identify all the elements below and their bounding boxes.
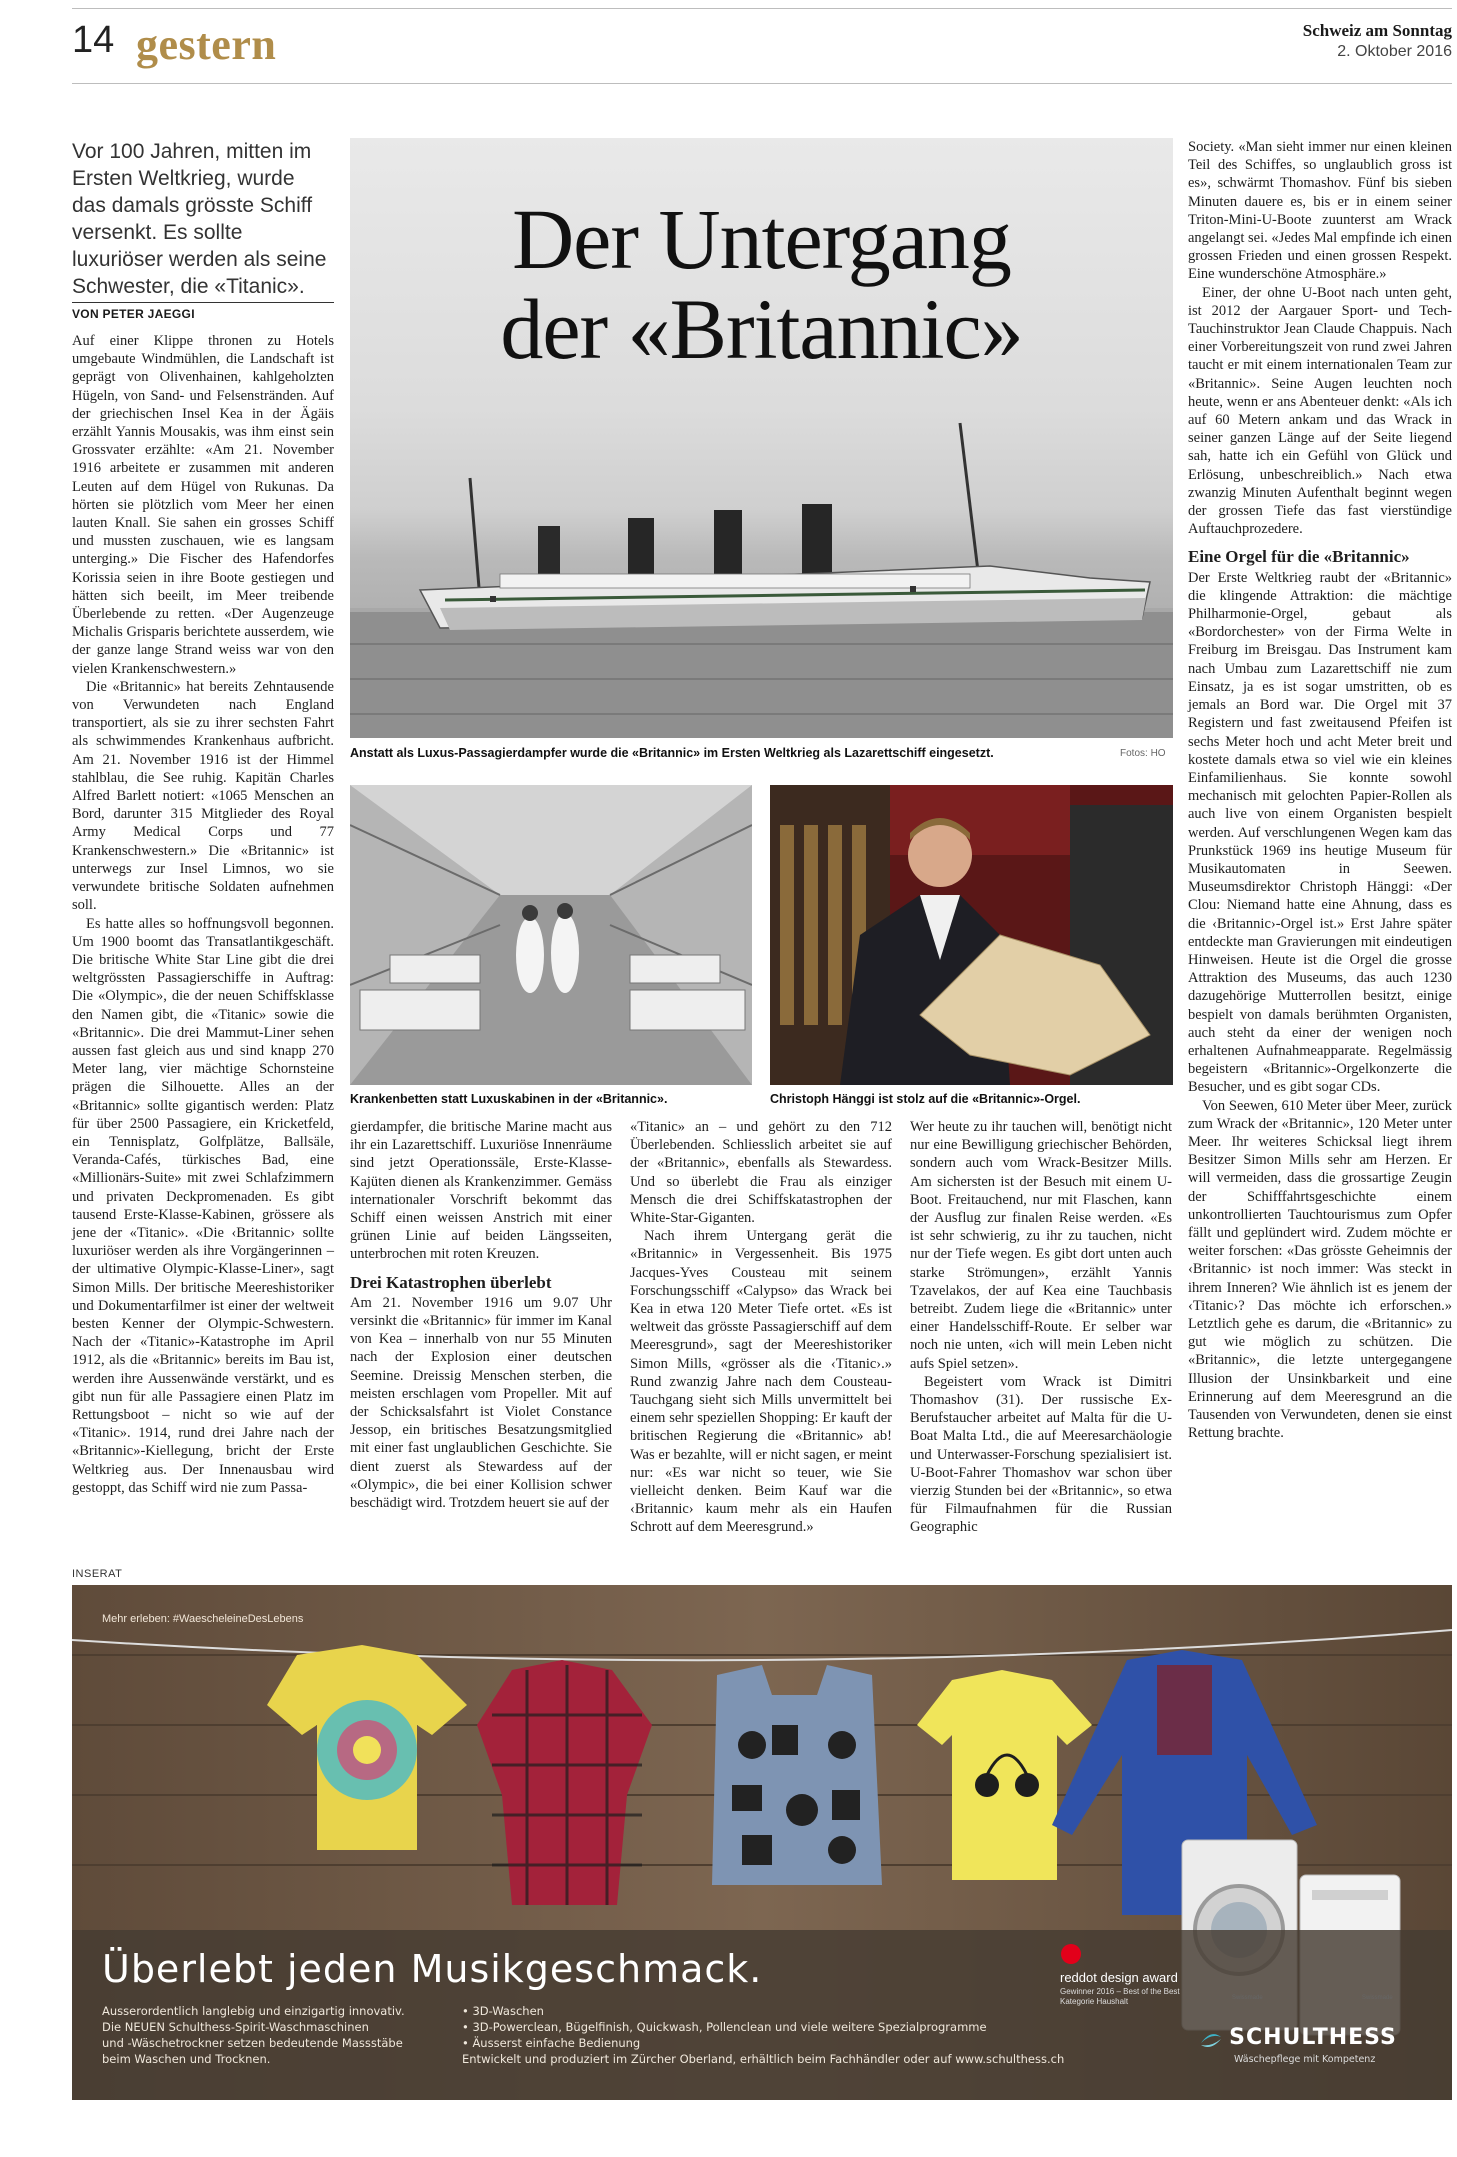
paragraph: «Titanic» an – und gehört zu den 712 Überlebenden. Schliesslich arbeitet sie auf der «Britannic», ebenfalls als Stewardess. Und so überlebt die Frau als einziger Mensch die drei Schiffskatastrophen der White-Star-Giganten. xyxy=(630,1119,892,1227)
section-title: gestern xyxy=(136,20,277,69)
ward-illustration xyxy=(350,785,752,1085)
brand-tagline: Wäschepflege mit Kompetenz xyxy=(1234,2053,1376,2065)
main-photo-britannic xyxy=(350,138,1173,738)
article-column-2 xyxy=(350,1118,612,1512)
paragraph: Es hatte alles so hoffnungsvoll begonnen. Um 1900 boomt das Transatlantikgeschäft. Die britische White Star Line gibt die drei weltgrössten Passagierschiffe in Auftrag: Die «Olympic», die der neuen Schiffsklasse den Namen gibt, die «Titanic» sowie die «Britannic». Die drei Mammut-Liner sehen aussen fast gleich aus und sind knapp 270 Meter lang, vier mächtige Schornsteine prägen die Silhouette. Alles an der «Britannic» sollte gigantisch werden: Platz für über 2500 Passagiere, ein Kricketfeld, ein Tennisplatz, Golfplätze, Ballsäle, Veranda-Cafés, türkisches Bad, eine «Millionärs-Suite» mit zwei Schlafzimmern und privaten Deckpromenaden. Es gibt tausend Erste-Klasse-Kabinen, grössere als jene der «Titanic». «Die ‹Britannic› sollte luxuriöser werden als ihre Vorgängerinnen – der ultimative Olympic-Klasse-Liner», sagt Simon Mills. Der britische Meereshistoriker und Dokumentarfilmer ist einer der weltweit besten Kenner der Olympic-Schwestern. Nach der «Titanic»-Katastrophe im April 1912, als die «Britannic» bereits im Bau ist, werden ihre Aussenwände verstärkt, und es gibt nun für alle Passagiere einen Platz im Rettungsboot – nicht so wie auf der «Titanic». 1914, rund drei Jahre nach der «Britannic»-Kiellegung, bricht der Erste Weltkrieg aus. Der Innenausbau wird gestoppt, das Schiff wird nie zum Passa- xyxy=(72,915,334,1496)
brand-name: SCHULTHESS xyxy=(1229,2025,1397,2050)
subheading: Drei Katastrophen überlebt xyxy=(350,1272,552,1292)
reddot-award-badge xyxy=(1060,1943,1210,2007)
paragraph: Begeistert vom Wrack ist Dimitri Thomashov (31). Der russische Ex-Berufstaucher arbeitet auf Malta für die U-Boat Malta Ltd., die auf Meeresarchäologie und Unterwasser-Forschung spezialisiert ist. U-Boot-Fahrer Thomashov war schon über vierzig Stunden bei der «Britannic», so etwa für Filmaufnahmen für die Russian Geographic xyxy=(910,1373,1172,1536)
caption-ward-photo: Krankenbetten statt Luxuskabinen in der «Britannic». xyxy=(350,1092,668,1106)
ad-label: INSERAT xyxy=(72,1568,123,1580)
paragraph: Von Seewen, 610 Meter über Meer, zurück zum Wrack der «Britannic», 120 Meter unter Meer. Ihr weiteres Schicksal liegt ihrem Besitzer Simon Mills sehr am Herzen. Er will vermeiden, dass die grossartige Zeugin der Schifffahrtsgeschichte einem unkontrollierten Tauchtourismus zum Opfer fällt und geplündert wird. Zudem möchte er weiter forschen: «Das grösste Geheimnis der ‹Britannic› ist noch immer: Was steckt in ihrem Inneren? Wie ähnlich ist es jenem der ‹Titanic›? Das möchte ich erforschen.» Letztlich gehe es darum, die «Britannic» zu gut wie möglich zu schützen. Die «Britannic», die letzte untergegangene Illusion der Unsinkbarkeit und eine Erinnerung auf dem Meeresgrund an die Tausenden von Verwundeten, denen sie einst Rettung brachte. xyxy=(1188,1097,1452,1442)
photo-credit: Fotos: HO xyxy=(1120,748,1166,759)
paragraph: Der Erste Weltkrieg raubt der «Britannic» die klingende Attraktion: die mächtige Philharmonie-Orgel, gebaut als «Bordorchester» von der Firma Welte in Freiburg im Breisgau. Das Instrument kam nach Umbau zum Lazarettschiff nie zum Einsatz, ja es ist sogar umstritten, ob es jemals an Bord war. Die Orgel mit 37 Registern und fast zweitausend Pfeifen ist sechs Meter hoch und acht Meter breit und kostete damals etwa so viel wie ein kleines Einfamilienhaus. Sie konnte sowohl mechanisch mit gelochten Papier-Rollen als auch live von einem Organisten bespielt werden. Auf verschlungenen Wegen kam das Prunkstück 1969 ins heutige Museum für Musikautomaten in Seewen. Museumsdirektor Christoph Hänggi: «Der Clou: Niemand hatte eine Ahnung, dass es die ‹Britannic›-Orgel ist.» Erst Jahre später entdeckte man Gravierungen mit eindeutigen Hinweisen. Heute ist die Orgel die grosse Attraktion des Museums, das auch 1230 dazugehörige Mutterrollen besitzt, einige bespielt von damals berühmten Organisten, auch steht da einer der wenigen noch erhaltenen Aufnahmeapparate. Regelmässig begeistern «Britannic»-Orgelkonzerte die Besucher, und es gibt sogar CDs. xyxy=(1188,569,1452,1096)
publication-name: Schweiz am Sonntag xyxy=(1302,21,1452,40)
schulthess-logo[interactable] xyxy=(1198,2025,1438,2065)
ad-headline: Überlebt jeden Musikgeschmack. xyxy=(102,1947,763,1991)
article-column-4 xyxy=(910,1118,1172,1537)
paragraph: Nach ihrem Untergang gerät die «Britannic» in Vergessenheit. Bis 1975 Jacques-Yves Cousteau mit seinem Forschungsschiff «Calypso» das Wrack bei Kea in etwa 120 Meter Tiefe ortet. «Es ist weltweit das grösste Passagierschiff auf dem Meeresgrund», sagt der Meereshistoriker Simon Mills, «grösser als die ‹Titanic›.» Rund zwanzig Jahre nach dem Cousteau-Tauchgang sieht sich Mills unvermittelt bei einem sehr speziellen Shopping: Er kauft der britischen Regierung die «Britannic» ab! Was er bezahlte, will er nicht sagen, er meint nur: «Es war nicht so teuer, wie Sie vielleicht denken. Beim Kauf war die ‹Britannic› kaum mehr als ein Haufen Schrott auf dem Meeresgrund.» xyxy=(630,1228,892,1536)
page-header xyxy=(72,8,1452,84)
ad-feature-item: • 3D-Waschen xyxy=(462,2004,544,2018)
headline-line-1: Der Untergang xyxy=(512,191,1011,287)
paragraph: Am 21. November 1916 um 9.07 Uhr versinkt die «Britannic» für immer im Kanal von Kea – innerhalb von nur 55 Minuten nach der Explosion einer deutschen Seemine. Dreissig Menschen sterben, die meisten erschlagen vom Propeller. Mit auf der Schicksalsfahrt ist Violet Constance Jessop, ein britisches Besatzungsmitglied mit einer fast unglaublichen Geschichte. Sie dient zuerst als Stewardess auf der «Olympic», die bei einer Kollision schwer beschädigt wird. Trotzdem heuert sie auf der xyxy=(350,1294,612,1512)
award-title: reddot design award xyxy=(1060,1970,1178,1985)
paragraph: Wer heute zu ihr tauchen will, benötigt nicht nur eine Bewilligung griechischer Behörden, sondern auch vom Wrack-Besitzer Mills. Am sichersten ist der Besuch mit einem U-Boot. Freitauchend, nur mit Flaschen, kann der Ausflug zur finalen Reise werden. «Es ist sehr schwierig, zu ihr zu tauchen, nicht nur der Tiefe wegen. Es gibt dort unten auch starke Strömungen», erzählt Yannis Tzavelakos, der auf Kea eine Tauchbasis betreibt. Zudem liege die «Britannic» unter einer Handelsschiff-Route. Er selber war noch nie unten, «ich will mein Leben nicht aufs Spiel setzen». xyxy=(910,1119,1172,1372)
ad-availability-line[interactable]: Entwickelt und produziert im Zürcher Oberland, erhältlich beim Fachhändler oder auf www.schulthess.ch xyxy=(462,2052,1065,2066)
paragraph: Society. «Man sieht immer nur einen kleinen Teil des Schiffes, so unglaublich gross ist es», schwärmt Thomashov. Fünf bis sieben Minuten dauere es, bis er in einem seiner Triton-Mini-U-Boote zuunterst am Wrack angelangt sei. «Jedes Mal empfinde ich einen grossen Frieden und einen grossen Respekt. Eine wunderschöne Atmosphäre.» xyxy=(1188,139,1452,283)
ad-description-line: Die NEUEN Schulthess-Spirit-Waschmaschinen xyxy=(102,2020,369,2034)
paragraph: Auf einer Klippe thronen zu Hotels umgebaute Windmühlen, die Landschaft ist geprägt von Olivenhainen, kahlgeholzten Hügeln, von Sand- und Felsenstränden. Auf der griechischen Insel Kea in der Ägäis erzählt Yannis Mousakis, was ihm einst sein Grossvater erzählte: «Am 21. November 1916 arbeitete er zusammen mit anderen Leuten auf dem Hügel von Rukunas. Da hörten sie plötzlich vom Meer her einen lauten Knall. Sie sahen ein grosses Schiff und mussten zuschauen, wie es langsam unterging.» Die Fischer des Hafendorfes Korissia seien in ihre Boote gestiegen und hätten sich beeilt, im Meer treibende Überlebende zu retten. «Der Augenzeuge Michalis Grisparis berichtete ausserdem, wie der ganze lange Strand weiss war von den vielen Krankenschwestern.» xyxy=(72,333,334,677)
caption-main-photo: Anstatt als Luxus-Passagierdampfer wurde die «Britannic» im Ersten Weltkrieg als Lazarettschiff eingesetzt. xyxy=(350,746,994,760)
photo-organ xyxy=(770,785,1173,1085)
ad-feature-item: • Äusserst einfache Bedienung xyxy=(462,2036,641,2050)
ad-description xyxy=(102,2003,462,2067)
award-subtitle: Gewinner 2016 – Best of the Best Kategorie Haushalt xyxy=(1060,1987,1180,2006)
paragraph: gierdampfer, die britische Marine macht aus ihr ein Lazarettschiff. Luxuriöse Innenräume sind jetzt Operationssäle, Erste-Klasse-Kajüten dienen als Krankenzimmer. Gemäss internationaler Vorschrift bekommt das Schiff einen weissen Anstrich mit einer grünen Linie auf beiden Längsseiten, unterbrochen mit roten Kreuzen. xyxy=(350,1119,612,1263)
ad-description-line: Ausserordentlich langlebig und einzigartig innovativ. xyxy=(102,2004,405,2018)
publication-info xyxy=(1303,21,1452,61)
ad-hashtag: Mehr erleben: #WaescheleineDesLebens xyxy=(102,1613,304,1625)
paragraph: Einer, der ohne U-Boot nach unten geht, ist 2012 der Aargauer Sport- und Tech-Tauchinstruktor Jean Claude Chappuis. Nach einer Vorbereitungszeit von rund zwei Jahren taucht er mit einem internationalen Team zur «Britannic». Seine Augen leuchten noch heute, wenn er ans Abenteuer denkt: «Als ich auf 60 Metern ankam und das Wrack in seiner ganzen Länge auf der Seite liegend sah, hatte ich ein Gefühl von Glück und Erlösung, unbeschreiblich.» Nach etwa zwanzig Minuten Aufenthalt beginnt wegen der grossen Tiefe das fast vierstündige Auftauchprozedere. xyxy=(1188,284,1452,538)
ad-feature-item: • 3D-Powerclean, Bügelfinish, Quickwash, Pollenclean und viele weitere Spezialprogramme xyxy=(462,2020,987,2034)
headline-line-2: der «Britannic» xyxy=(500,281,1023,377)
schulthess-logo-icon xyxy=(1198,2027,1224,2053)
caption-organ-photo: Christoph Hänggi ist stolz auf die «Britannic»-Orgel. xyxy=(770,1092,1081,1106)
page-number: 14 xyxy=(72,19,115,61)
subheading: Eine Orgel für die «Britannic» xyxy=(1188,547,1410,567)
article-column-3 xyxy=(630,1118,892,1537)
ad-description-line: beim Waschen und Trocknen. xyxy=(102,2052,271,2066)
article-column-1 xyxy=(72,332,334,1497)
advertisement[interactable] xyxy=(72,1585,1452,2100)
article-byline: VON PETER JAEGGI xyxy=(72,302,334,321)
article-headline xyxy=(350,191,1173,377)
ad-description-line: und -Wäschetrockner setzen bedeutende Massstäbe xyxy=(102,2036,403,2050)
machine-label-washer: Swissmade xyxy=(1232,1995,1263,2001)
ad-feature-list xyxy=(462,2003,1162,2067)
machine-label-dryer: Swissmade xyxy=(1362,1995,1393,2001)
photo-hospital-ward xyxy=(350,785,752,1085)
article-lead: Vor 100 Jahren, mitten im Ersten Weltkrieg, wurde das damals grösste Schiff versenkt. Es sollte luxuriöser werden als seine Schwester, die «Titanic». xyxy=(72,140,327,298)
article-column-5 xyxy=(1188,138,1452,1442)
paragraph: Die «Britannic» hat bereits Zehntausende von Verwundeten nach England transportiert, als sie zu ihrer sechsten Fahrt als schwimmendes Krankenhaus aufbricht. Am 21. November 1916 ist der Himmel stahlblau, die See ruhig. Kapitän Charles Alfred Barlett notiert: «1065 Menschen an Bord, darunter 315 Mitglieder des Royal Army Medical Corps und 77 Krankenschwestern.» Die «Britannic» ist unterwegs zur Insel Limnos, wo sie verwundete britische Soldaten aufnehmen soll. xyxy=(72,678,334,914)
publication-date: 2. Oktober 2016 xyxy=(1337,43,1452,60)
organ-illustration xyxy=(770,785,1173,1085)
reddot-icon xyxy=(1060,1943,1082,1965)
